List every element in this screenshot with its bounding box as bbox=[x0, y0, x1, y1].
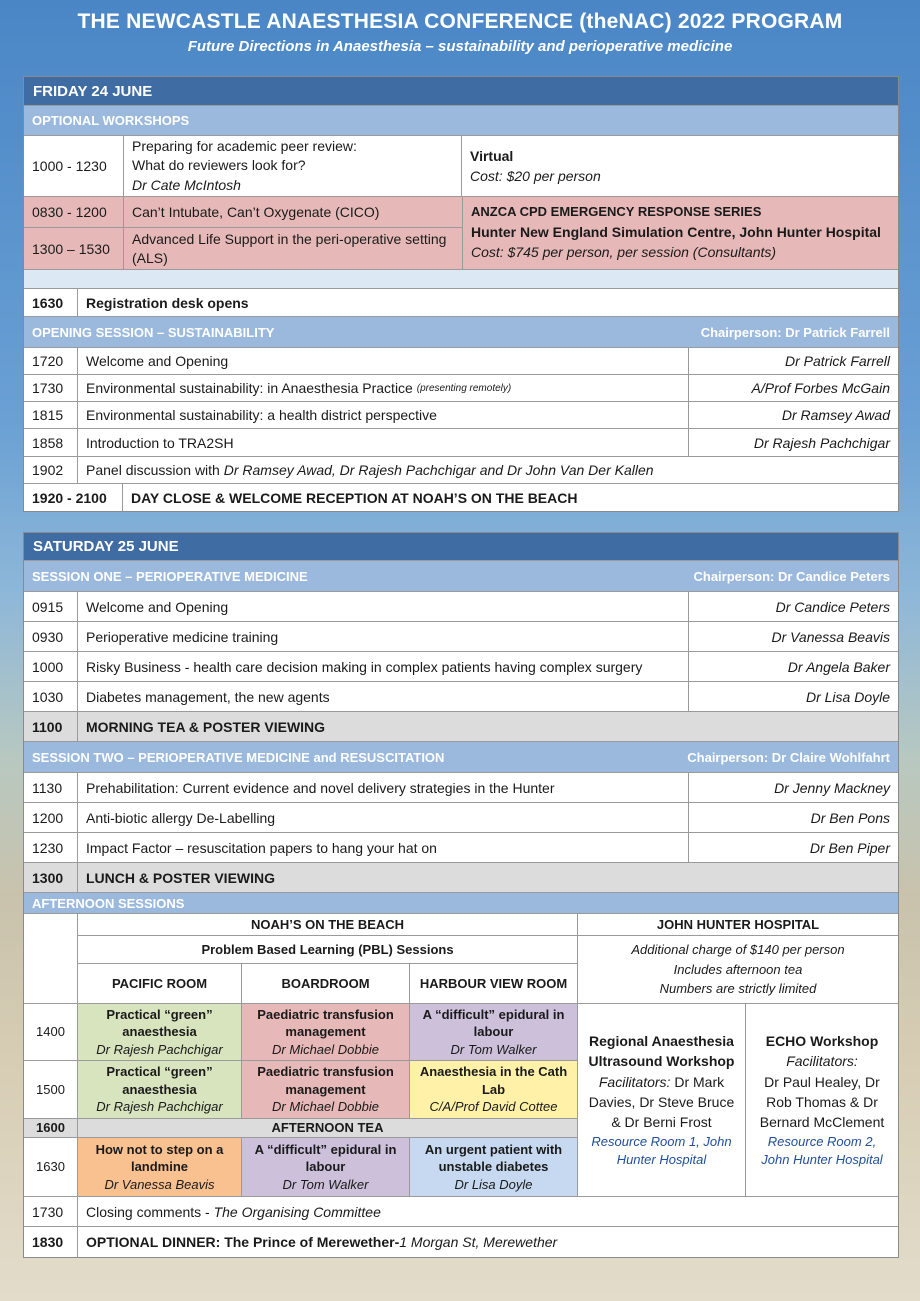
talk-note: (presenting remotely) bbox=[416, 382, 512, 394]
facilitators-names: Dr Paul Healey, Dr Rob Thomas & Dr Bernard McClement bbox=[759, 1073, 885, 1131]
friday-schedule bbox=[23, 76, 899, 512]
time-cell: 1100 bbox=[24, 712, 78, 741]
session-title: A “difficult” epidural in labour bbox=[422, 1006, 565, 1040]
page-header bbox=[0, 10, 920, 55]
closing-who: The Organising Committee bbox=[213, 1203, 381, 1220]
event-title: MORNING TEA & POSTER VIEWING bbox=[86, 718, 326, 735]
talk-title: Welcome and Opening bbox=[78, 348, 689, 374]
speaker-name: Dr Vanessa Beavis bbox=[771, 628, 890, 645]
talk-title: Welcome and Opening bbox=[78, 592, 689, 621]
talk-row bbox=[24, 682, 898, 712]
talk-title: Diabetes management, the new agents bbox=[78, 682, 689, 711]
talk-row bbox=[24, 773, 898, 803]
session-speaker: Dr Vanessa Beavis bbox=[104, 1176, 215, 1192]
workshop-location: Resource Room 1, John Hunter Hospital bbox=[591, 1133, 732, 1167]
page-title: THE NEWCASTLE ANAESTHESIA CONFERENCE (theNAC) 2022 PROGRAM bbox=[77, 10, 843, 33]
event-title: Registration desk opens bbox=[86, 294, 249, 311]
jhh-note-line: Includes afternoon tea bbox=[673, 961, 803, 977]
panel-row bbox=[24, 457, 898, 484]
session-cell bbox=[242, 1004, 410, 1061]
section-label: OPENING SESSION – SUSTAINABILITY bbox=[32, 324, 275, 340]
time-cell: 1030 bbox=[24, 682, 78, 711]
panel-prefix: Panel discussion with bbox=[86, 462, 220, 478]
time-cell: 1130 bbox=[24, 773, 78, 802]
room-pacific-header: PACIFIC ROOM bbox=[78, 964, 242, 1004]
session-cell bbox=[410, 1061, 578, 1119]
jhh-note-line: Additional charge of $140 per person bbox=[631, 942, 845, 958]
talk-title: Introduction to TRA2SH bbox=[78, 429, 689, 456]
speaker-name: Dr Ben Piper bbox=[809, 839, 890, 856]
talk-row bbox=[24, 803, 898, 833]
talk-title: Perioperative medicine training bbox=[78, 622, 689, 651]
time-cell: 1630 bbox=[24, 1138, 78, 1197]
speaker-name: Dr Jenny Mackney bbox=[774, 779, 890, 796]
talk-row bbox=[24, 348, 898, 375]
session-title: Paediatric transfusion management bbox=[257, 1006, 394, 1040]
section-label: SESSION ONE – PERIOPERATIVE MEDICINE bbox=[32, 568, 308, 584]
pbl-header: Problem Based Learning (PBL) Sessions bbox=[78, 936, 578, 964]
session-title: A “difficult” epidural in labour bbox=[254, 1141, 397, 1175]
workshop-peer-review-row bbox=[24, 136, 898, 197]
time-header-blank bbox=[24, 914, 78, 1004]
speaker-name: Dr Candice Peters bbox=[775, 598, 890, 615]
workshop-title: ECHO Workshop bbox=[765, 1033, 879, 1050]
session-speaker: Dr Rajesh Pachchigar bbox=[96, 1099, 223, 1115]
talk-title: Risky Business - health care decision making in complex patients having complex surgery bbox=[78, 652, 689, 681]
time-cell: 1730 bbox=[24, 1197, 78, 1226]
session-cell bbox=[242, 1138, 410, 1197]
event-title: LUNCH & POSTER VIEWING bbox=[86, 869, 276, 886]
chairperson-label: Chairperson: Dr Patrick Farrell bbox=[700, 324, 890, 340]
session-speaker: Dr Michael Dobbie bbox=[272, 1041, 379, 1057]
dinner-row bbox=[24, 1227, 898, 1257]
session-title: Practical “green” anaesthesia bbox=[106, 1006, 213, 1040]
event-title bbox=[78, 1227, 898, 1257]
registration-row bbox=[24, 289, 898, 317]
speaker-name: Dr Angela Baker bbox=[787, 658, 890, 675]
regional-workshop-cell bbox=[578, 1004, 746, 1197]
day-label: FRIDAY 24 JUNE bbox=[33, 82, 153, 100]
time-cell: 1902 bbox=[24, 457, 78, 483]
day-label: SATURDAY 25 JUNE bbox=[33, 538, 179, 555]
closing-row bbox=[24, 1197, 898, 1227]
cost-label: Cost: $20 per person bbox=[470, 168, 601, 184]
jhh-note bbox=[578, 936, 898, 1004]
speaker-name: Dr Rajesh Pachchigar bbox=[753, 434, 890, 451]
dinner-title: OPTIONAL DINNER: The Prince of Merewether- bbox=[86, 1234, 400, 1250]
session-title: An urgent patient with unstable diabetes bbox=[424, 1141, 563, 1175]
venue-jhh-header: JOHN HUNTER HOSPITAL bbox=[578, 914, 898, 936]
chairperson-label: Chairperson: Dr Claire Wohlfahrt bbox=[687, 749, 890, 765]
time-cell: 1720 bbox=[24, 348, 78, 374]
closing-prefix: Closing comments - bbox=[86, 1203, 210, 1220]
saturday-schedule bbox=[23, 532, 899, 1258]
session-speaker: Dr Lisa Doyle bbox=[454, 1176, 533, 1192]
session-cell bbox=[78, 1004, 242, 1061]
session-speaker: Dr Michael Dobbie bbox=[272, 1099, 379, 1115]
session-cell bbox=[410, 1138, 578, 1197]
anzca-location: Hunter New England Simulation Centre, John Hunter Hospital bbox=[471, 224, 881, 241]
workshop-title-line: Preparing for academic peer review: bbox=[132, 137, 357, 154]
facilitators-names: Dr Mark Davies, Dr Steve Bruce & Dr Berni Frost bbox=[588, 1073, 735, 1131]
workshop-title-cell: Can’t Intubate, Can’t Oxygenate (CICO) bbox=[132, 204, 380, 220]
session-title: How not to step on a landmine bbox=[95, 1141, 224, 1175]
chairperson-label: Chairperson: Dr Candice Peters bbox=[693, 568, 890, 584]
opening-session-header bbox=[24, 317, 898, 348]
talk-row bbox=[24, 622, 898, 652]
session-cell bbox=[78, 1138, 242, 1197]
session-speaker: Dr Tom Walker bbox=[282, 1176, 369, 1192]
session-title: Practical “green” anaesthesia bbox=[106, 1064, 213, 1097]
talk-title: Prehabilitation: Current evidence and novel delivery strategies in the Hunter bbox=[78, 773, 689, 802]
session-speaker: C/A/Prof David Cottee bbox=[429, 1099, 558, 1115]
talk-title: Impact Factor – resuscitation papers to hang your hat on bbox=[78, 833, 689, 862]
talk-title-text: Environmental sustainability: in Anaesthesia Practice bbox=[86, 380, 413, 396]
venue-noahs-header: NOAH’S ON THE BEACH bbox=[78, 914, 578, 936]
workshop-info-cell bbox=[462, 136, 898, 196]
presenter-name: Dr Cate McIntosh bbox=[132, 176, 241, 193]
morning-tea-row bbox=[24, 712, 898, 742]
event-title: DAY CLOSE & WELCOME RECEPTION AT NOAH’S ON THE BEACH bbox=[131, 489, 578, 506]
session-cell bbox=[242, 1061, 410, 1119]
talk-row bbox=[24, 652, 898, 682]
session-title: Paediatric transfusion management bbox=[257, 1064, 394, 1097]
time-cell: 1920 - 2100 bbox=[24, 484, 123, 511]
day-close-row bbox=[24, 484, 898, 511]
spacer-row bbox=[24, 270, 898, 289]
time-cell: 1858 bbox=[24, 429, 78, 456]
event-title bbox=[78, 1197, 898, 1226]
time-cell: 1630 bbox=[24, 289, 78, 316]
anzca-info-cell bbox=[462, 197, 898, 270]
lunch-row bbox=[24, 863, 898, 893]
speaker-name: Dr Patrick Farrell bbox=[784, 353, 890, 369]
room-boardroom-header: BOARDROOM bbox=[242, 964, 410, 1004]
time-cell: 1815 bbox=[24, 402, 78, 428]
workshop-title-cell bbox=[124, 136, 462, 196]
talk-title: Environmental sustainability: a health district perspective bbox=[78, 402, 689, 428]
session-title: Anaesthesia in the Cath Lab bbox=[419, 1064, 568, 1097]
facilitators-label: Facilitators: bbox=[786, 1053, 858, 1070]
section-label: SESSION TWO – PERIOPERATIVE MEDICINE and RESUSCITATION bbox=[32, 749, 445, 765]
echo-workshop-cell bbox=[746, 1004, 898, 1197]
time-cell: 0830 - 1200 bbox=[24, 197, 124, 227]
saturday-day-header bbox=[24, 533, 898, 561]
time-cell: 1230 bbox=[24, 833, 78, 862]
afternoon-sessions-header bbox=[24, 893, 898, 914]
speaker-name: A/Prof Forbes McGain bbox=[751, 380, 890, 396]
session-one-header bbox=[24, 561, 898, 592]
facilitators-label: Facilitators: bbox=[598, 1073, 671, 1090]
time-cell: 0915 bbox=[24, 592, 78, 621]
jhh-note-line: Numbers are strictly limited bbox=[659, 981, 817, 997]
speaker-name: Dr Ben Pons bbox=[810, 809, 890, 826]
dinner-location: 1 Morgan St, Merewether bbox=[399, 1234, 558, 1250]
workshop-title-line: What do reviewers look for? bbox=[132, 157, 306, 174]
time-cell: 1400 bbox=[24, 1004, 78, 1061]
time-cell: 1000 - 1230 bbox=[24, 136, 124, 196]
session-cell bbox=[410, 1004, 578, 1061]
workshop-location: Resource Room 2, John Hunter Hospital bbox=[761, 1133, 883, 1167]
time-cell: 1600 bbox=[24, 1119, 78, 1138]
talk-row bbox=[24, 592, 898, 622]
workshop-title: Regional Anaesthesia Ultrasound Workshop bbox=[588, 1033, 735, 1070]
panel-title bbox=[78, 457, 898, 483]
talk-title bbox=[78, 375, 689, 401]
time-cell: 1000 bbox=[24, 652, 78, 681]
time-cell: 1200 bbox=[24, 803, 78, 832]
time-cell: 1500 bbox=[24, 1061, 78, 1119]
time-cell: 1830 bbox=[24, 1227, 78, 1257]
time-cell: 1300 – 1530 bbox=[24, 228, 124, 269]
talk-row bbox=[24, 429, 898, 457]
page-subtitle: Future Directions in Anaesthesia – sustainability and perioperative medicine bbox=[187, 38, 733, 55]
panel-names: Dr Ramsey Awad, Dr Rajesh Pachchigar and Dr John Van Der Kallen bbox=[223, 462, 654, 478]
talk-row bbox=[24, 402, 898, 429]
section-label: AFTERNOON SESSIONS bbox=[32, 895, 185, 911]
time-cell: 1730 bbox=[24, 375, 78, 401]
speaker-name: Dr Lisa Doyle bbox=[805, 688, 890, 705]
time-cell: 0930 bbox=[24, 622, 78, 651]
workshop-title-cell: Advanced Life Support in the peri-operative setting (ALS) bbox=[132, 230, 447, 266]
session-two-header bbox=[24, 742, 898, 773]
session-cell bbox=[78, 1061, 242, 1119]
room-harbour-header: HARBOUR VIEW ROOM bbox=[410, 964, 578, 1004]
afternoon-tea-cell: AFTERNOON TEA bbox=[78, 1119, 578, 1138]
talk-row bbox=[24, 833, 898, 863]
anzca-cost: Cost: $745 per person, per session (Consultants) bbox=[471, 244, 777, 261]
speaker-name: Dr Ramsey Awad bbox=[781, 407, 890, 423]
talk-title: Anti-biotic allergy De-Labelling bbox=[78, 803, 689, 832]
session-speaker: Dr Rajesh Pachchigar bbox=[96, 1041, 223, 1057]
mode-label: Virtual bbox=[470, 147, 514, 164]
time-cell: 1300 bbox=[24, 863, 78, 892]
talk-row bbox=[24, 375, 898, 402]
section-label: OPTIONAL WORKSHOPS bbox=[32, 113, 190, 128]
anzca-series-title: ANZCA CPD EMERGENCY RESPONSE SERIES bbox=[471, 204, 762, 220]
session-speaker: Dr Tom Walker bbox=[450, 1041, 537, 1057]
optional-workshops-header bbox=[24, 106, 898, 136]
friday-day-header bbox=[24, 77, 898, 106]
